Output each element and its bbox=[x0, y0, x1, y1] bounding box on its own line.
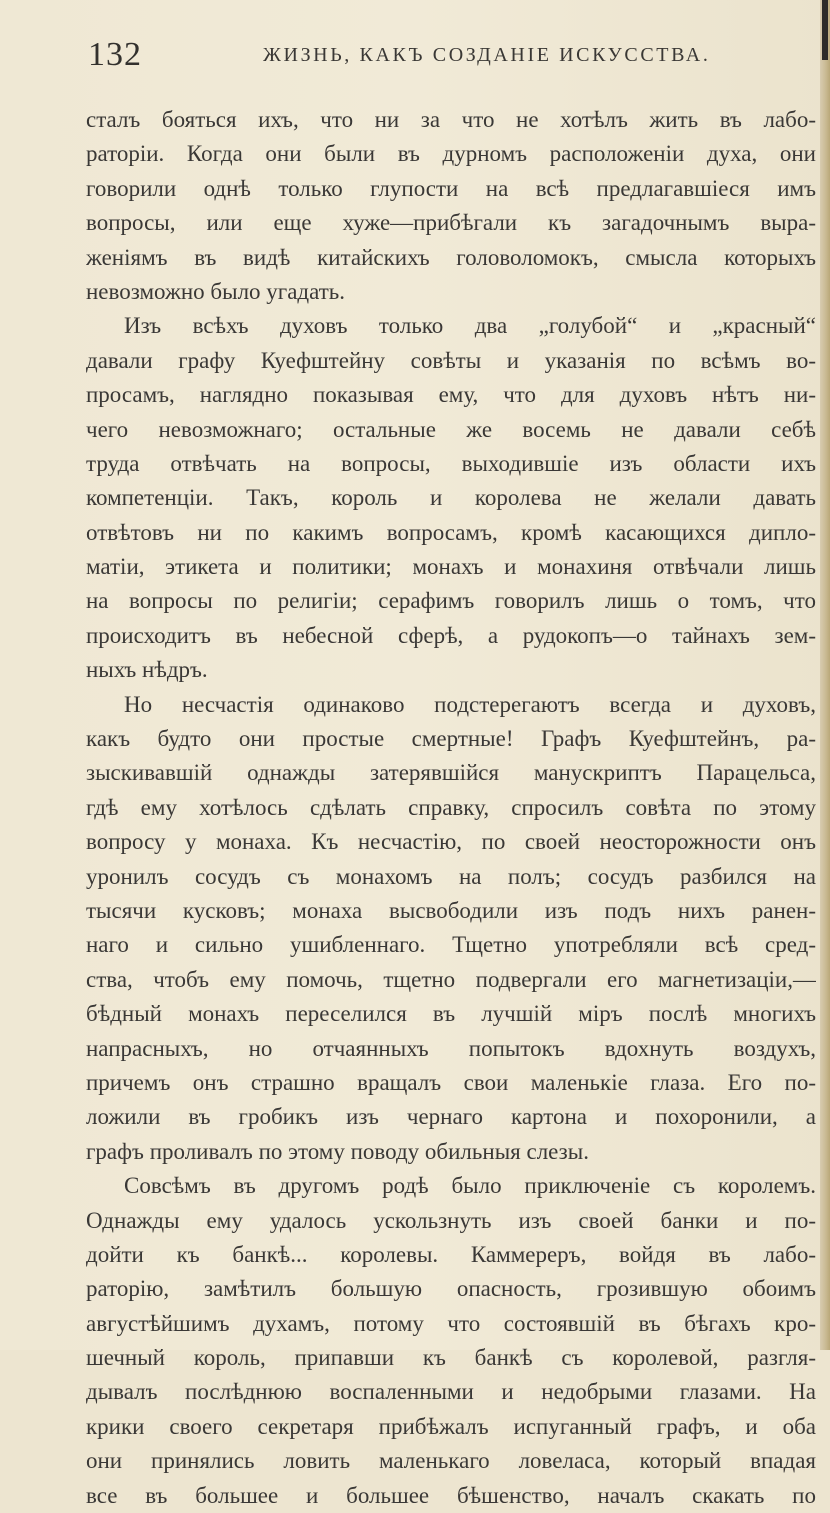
text-line: труда отвѣчать на вопросы, выходившіе изъ области ихъ bbox=[86, 450, 816, 476]
text-line: вопросы, или еще хуже—прибѣгали къ загадочнымъ выра- bbox=[86, 210, 816, 236]
text-line: раторію, замѣтилъ большую опасность, грозившую обоимъ bbox=[86, 1276, 816, 1302]
text-line: какъ будто они простые смертные! Графъ Куефштейнъ, ра- bbox=[86, 726, 816, 752]
text-line: вопросу у монаха. Къ несчастію, по своей неосторожности онъ bbox=[86, 829, 816, 855]
text-line: они принялись ловить маленькаго ловеласа, который впадая bbox=[86, 1448, 816, 1474]
running-head bbox=[88, 36, 816, 76]
text-line: невозможно было угадать. bbox=[86, 278, 346, 304]
text-line: сталъ бояться ихъ, что ни за что не хотѣлъ жить въ лабо- bbox=[86, 107, 816, 132]
page-edge bbox=[820, 0, 830, 1350]
page-edge-tab bbox=[822, 0, 828, 60]
text-line: Но несчастія одинаково подстерегаютъ всегда и духовъ, bbox=[124, 691, 816, 717]
text-line: ныхъ нѣдръ. bbox=[86, 657, 208, 683]
text-line: августѣйшимъ духамъ, потому что состоявшій въ бѣгахъ кро- bbox=[86, 1310, 816, 1336]
text-line: крики своего секретаря прибѣжалъ испуганный графъ, и оба bbox=[86, 1413, 816, 1439]
running-title: ЖИЗНЬ, КАКЪ СОЗДАНІЕ ИСКУССТВА. bbox=[263, 44, 711, 66]
text-line: говорили однѣ только глупости на всѣ предлагавшіеся имъ bbox=[86, 175, 816, 201]
text-line: компетенціи. Такъ, король и королева не желали давать bbox=[86, 485, 816, 511]
text-line: зыскивавшій однажды затерявшійся манускриптъ Парацельса, bbox=[86, 760, 816, 786]
text-line: дойти къ банкѣ... королевы. Каммерeръ, войдя въ лабо- bbox=[86, 1241, 816, 1267]
text-line: матіи, этикета и политики; монахъ и монахиня отвѣчали лишь bbox=[86, 554, 816, 580]
text-line: просамъ, наглядно показывая ему, что для духовъ нѣтъ ни- bbox=[86, 382, 816, 408]
text-line: происходитъ въ небесной сферѣ, а рудокопъ—о тайнахъ зем- bbox=[86, 622, 816, 648]
text-line: давали графу Куефштейну совѣты и указанія по всѣмъ во- bbox=[86, 347, 816, 373]
text-line: шечный король, припавши къ банкѣ съ королевой, разгля- bbox=[86, 1345, 816, 1371]
text-line: графъ проливалъ по этому поводу обильныя слезы. bbox=[86, 1138, 589, 1164]
text-line: все въ большее и большее бѣшенство, началъ скакать по bbox=[86, 1482, 816, 1508]
text-line: Совсѣмъ въ другомъ родѣ было приключеніе съ королемъ. bbox=[124, 1173, 816, 1199]
text-line: бѣдный монахъ переселился въ лучшій міръ послѣ многихъ bbox=[86, 1001, 816, 1027]
text-line: ложили въ гробикъ изъ чернаго картона и похоронили, а bbox=[86, 1104, 816, 1130]
text-line: причемъ онъ страшно вращалъ свои маленькіе глаза. Его по- bbox=[86, 1069, 816, 1095]
text-line: отвѣтовъ ни по какимъ вопросамъ, кромѣ касающихся дипло- bbox=[86, 519, 816, 545]
body-text bbox=[86, 103, 816, 1513]
text-line: ства, чтобъ ему помочь, тщетно подвергали его магнетизаціи,— bbox=[86, 966, 816, 992]
text-line: тысячи кусковъ; монаха высвободили изъ подъ нихъ ранен- bbox=[86, 897, 816, 923]
text-line: Однажды ему удалось ускользнуть изъ своей банки и по- bbox=[86, 1207, 816, 1233]
text-line: дывалъ послѣднюю воспаленными и недобрыми глазами. На bbox=[86, 1379, 816, 1405]
text-line: гдѣ ему хотѣлось сдѣлать справку, спросилъ совѣта по этому bbox=[86, 794, 816, 820]
text-line: раторіи. Когда они были въ дурномъ расположеніи духа, они bbox=[86, 141, 816, 167]
text-line: на вопросы по религіи; серафимъ говорилъ лишь о томъ, что bbox=[86, 588, 816, 614]
text-line: наго и сильно ушибленнаго. Тщетно употребляли всѣ сред- bbox=[86, 932, 816, 958]
text-line: уронилъ сосудъ съ монахомъ на полъ; сосудъ разбился на bbox=[86, 863, 816, 889]
text-line: напрасныхъ, но отчаянныхъ попытокъ вдохнуть воздухъ, bbox=[86, 1035, 816, 1061]
text-line: Изъ всѣхъ духовъ только два „голубой“ и „красный“ bbox=[124, 313, 816, 339]
text-line: чего невозможнаго; остальные же восемь не давали себѣ bbox=[86, 416, 816, 442]
page-number: 132 bbox=[88, 36, 142, 73]
text-line: женіямъ въ видѣ китайскихъ головоломокъ, смысла которыхъ bbox=[86, 244, 816, 270]
